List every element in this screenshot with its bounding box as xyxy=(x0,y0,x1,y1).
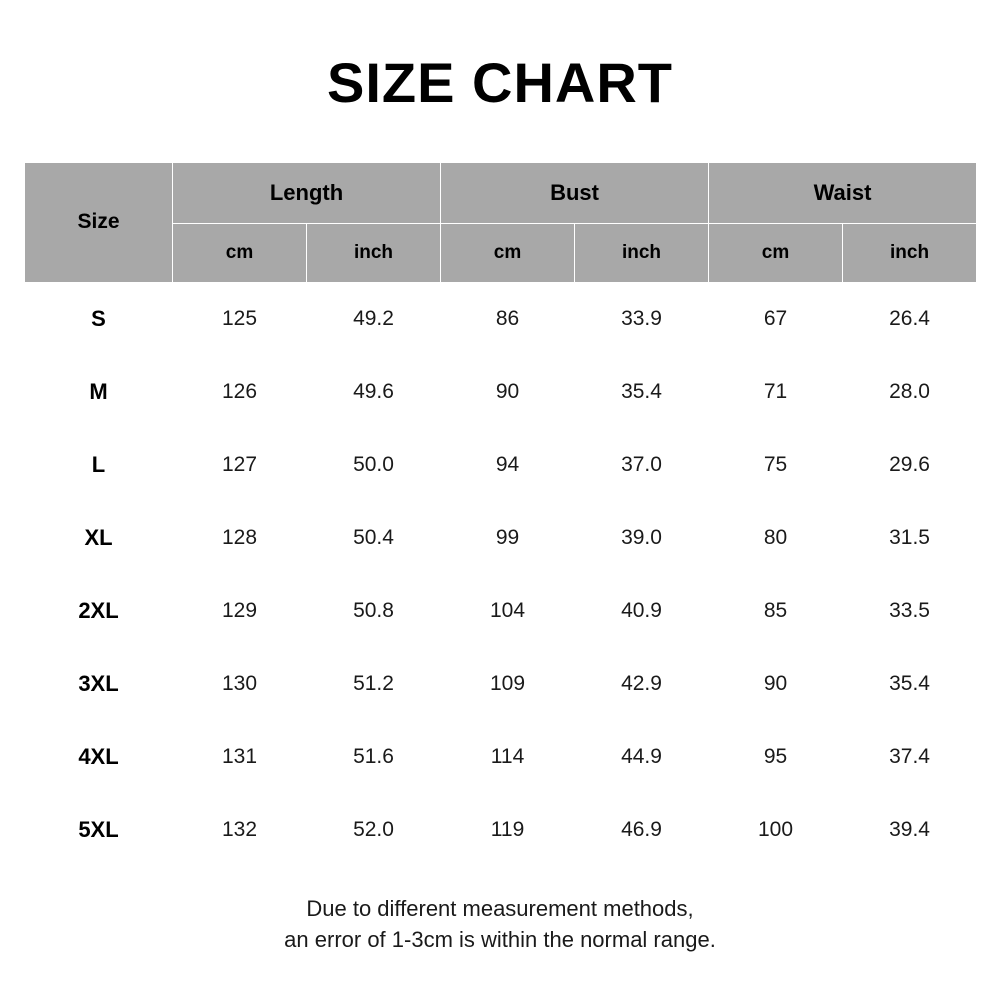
cell-waist-inch: 37.4 xyxy=(843,720,977,793)
cell-waist-inch: 26.4 xyxy=(843,282,977,355)
cell-bust-inch: 37.0 xyxy=(575,428,709,501)
cell-waist-cm: 85 xyxy=(709,574,843,647)
cell-length-cm: 125 xyxy=(173,282,307,355)
header-unit-length-inch: inch xyxy=(307,223,441,282)
cell-waist-cm: 71 xyxy=(709,355,843,428)
size-chart-table xyxy=(24,162,977,867)
cell-bust-cm: 119 xyxy=(441,793,575,866)
cell-waist-cm: 75 xyxy=(709,428,843,501)
cell-size: 2XL xyxy=(25,574,173,647)
cell-length-inch: 51.2 xyxy=(307,647,441,720)
cell-bust-cm: 104 xyxy=(441,574,575,647)
cell-waist-inch: 35.4 xyxy=(843,647,977,720)
header-group-bust: Bust xyxy=(441,162,709,223)
cell-waist-cm: 100 xyxy=(709,793,843,866)
measurement-note-line-2: an error of 1-3cm is within the normal range. xyxy=(284,927,716,953)
cell-size: 5XL xyxy=(25,793,173,866)
cell-waist-inch: 31.5 xyxy=(843,501,977,574)
header-unit-waist-cm: cm xyxy=(709,223,843,282)
cell-size: 3XL xyxy=(25,647,173,720)
size-chart-table-wrapper xyxy=(24,162,976,867)
cell-waist-inch: 39.4 xyxy=(843,793,977,866)
cell-length-cm: 127 xyxy=(173,428,307,501)
cell-bust-inch: 39.0 xyxy=(575,501,709,574)
cell-bust-cm: 86 xyxy=(441,282,575,355)
cell-size: 4XL xyxy=(25,720,173,793)
cell-size: S xyxy=(25,282,173,355)
cell-waist-inch: 33.5 xyxy=(843,574,977,647)
header-group-length: Length xyxy=(173,162,441,223)
cell-bust-cm: 109 xyxy=(441,647,575,720)
cell-waist-cm: 80 xyxy=(709,501,843,574)
table-row xyxy=(25,282,977,355)
cell-length-inch: 50.0 xyxy=(307,428,441,501)
cell-bust-cm: 90 xyxy=(441,355,575,428)
cell-bust-inch: 42.9 xyxy=(575,647,709,720)
measurement-note xyxy=(0,893,1000,957)
cell-size: XL xyxy=(25,501,173,574)
cell-bust-inch: 44.9 xyxy=(575,720,709,793)
header-group-waist: Waist xyxy=(709,162,977,223)
cell-bust-cm: 114 xyxy=(441,720,575,793)
cell-bust-cm: 94 xyxy=(441,428,575,501)
cell-bust-cm: 99 xyxy=(441,501,575,574)
cell-size: M xyxy=(25,355,173,428)
cell-waist-inch: 29.6 xyxy=(843,428,977,501)
cell-length-cm: 126 xyxy=(173,355,307,428)
cell-length-cm: 132 xyxy=(173,793,307,866)
table-row xyxy=(25,574,977,647)
cell-size: L xyxy=(25,428,173,501)
table-header xyxy=(25,162,977,282)
cell-bust-inch: 35.4 xyxy=(575,355,709,428)
cell-waist-cm: 95 xyxy=(709,720,843,793)
table-row xyxy=(25,793,977,866)
cell-waist-cm: 67 xyxy=(709,282,843,355)
header-size: Size xyxy=(25,162,173,282)
table-row xyxy=(25,355,977,428)
header-unit-length-cm: cm xyxy=(173,223,307,282)
cell-waist-inch: 28.0 xyxy=(843,355,977,428)
cell-length-inch: 49.6 xyxy=(307,355,441,428)
cell-length-inch: 50.8 xyxy=(307,574,441,647)
cell-waist-cm: 90 xyxy=(709,647,843,720)
cell-length-inch: 52.0 xyxy=(307,793,441,866)
table-row xyxy=(25,647,977,720)
header-row-groups xyxy=(25,162,977,223)
cell-length-cm: 130 xyxy=(173,647,307,720)
cell-length-cm: 129 xyxy=(173,574,307,647)
header-unit-waist-inch: inch xyxy=(843,223,977,282)
header-unit-bust-inch: inch xyxy=(575,223,709,282)
page-title: SIZE CHART xyxy=(327,51,673,114)
cell-length-inch: 49.2 xyxy=(307,282,441,355)
table-body xyxy=(25,282,977,866)
cell-length-cm: 131 xyxy=(173,720,307,793)
measurement-note-line-1: Due to different measurement methods, xyxy=(306,895,694,921)
cell-length-inch: 51.6 xyxy=(307,720,441,793)
cell-bust-inch: 46.9 xyxy=(575,793,709,866)
table-row xyxy=(25,720,977,793)
cell-length-inch: 50.4 xyxy=(307,501,441,574)
header-unit-bust-cm: cm xyxy=(441,223,575,282)
table-row xyxy=(25,428,977,501)
cell-bust-inch: 40.9 xyxy=(575,574,709,647)
cell-length-cm: 128 xyxy=(173,501,307,574)
table-row xyxy=(25,501,977,574)
cell-bust-inch: 33.9 xyxy=(575,282,709,355)
